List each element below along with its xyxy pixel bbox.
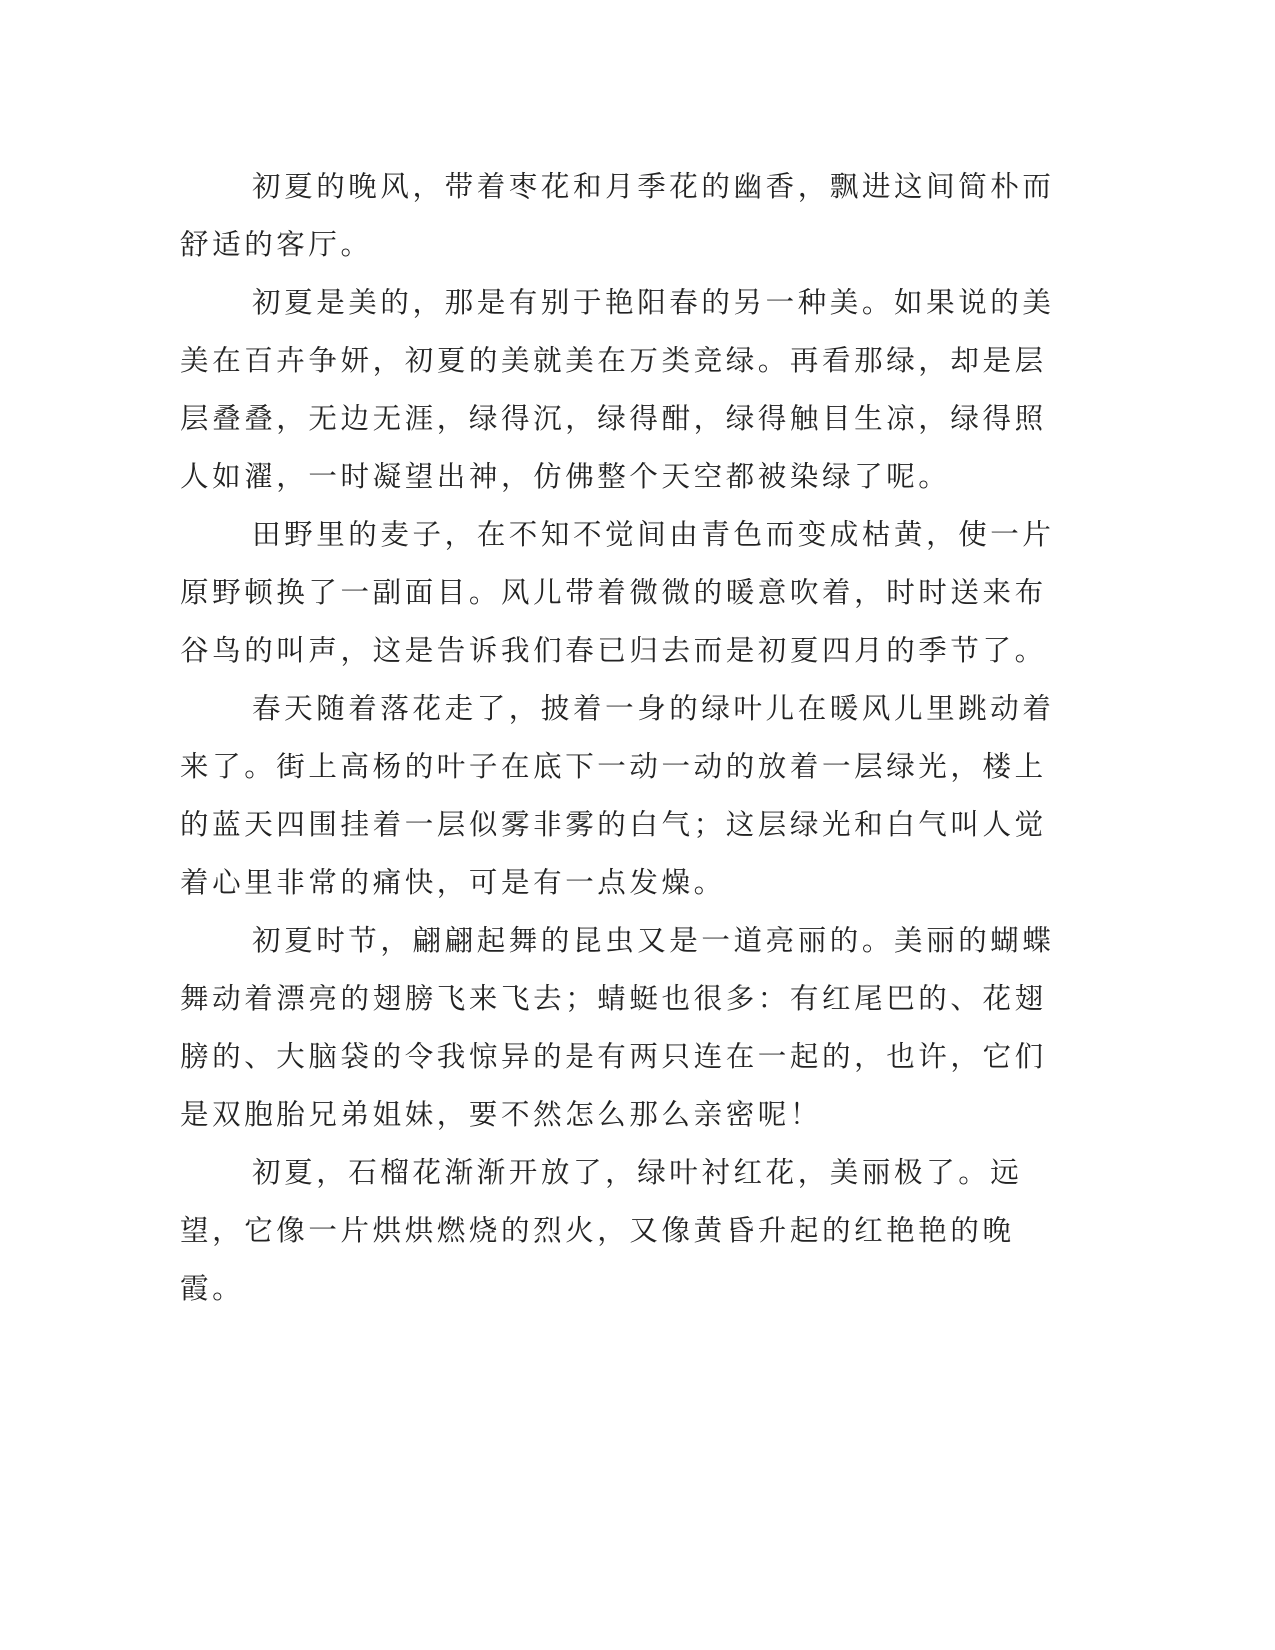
- essay-body: [180, 158, 1056, 1318]
- paragraph-2: 初夏是美的，那是有别于艳阳春的另一种美。如果说的美美在百卉争妍，初夏的美就美在万类竞绿。再看那绿，却是层层叠叠，无边无涯，绿得沉，绿得酣，绿得触目生凉，绿得照人如濯，一时凝望出神，仿佛整个天空都被染绿了呢。: [180, 286, 1055, 493]
- paragraph-3: 田野里的麦子，在不知不觉间由青色而变成枯黄，使一片原野顿换了一副面目。风儿带着微微的暖意吹着，时时送来布谷鸟的叫声，这是告诉我们春已归去而是初夏四月的季节了。: [180, 518, 1055, 667]
- paragraph-6: 初夏，石榴花渐渐开放了，绿叶衬红花，美丽极了。远望，它像一片烘烘燃烧的烈火，又像黄昏升起的红艳艳的晚霞。: [180, 1156, 1023, 1305]
- paragraph-4: 春天随着落花走了，披着一身的绿叶儿在暖风儿里跳动着来了。街上高杨的叶子在底下一动一动的放着一层绿光，楼上的蓝天四围挂着一层似雾非雾的白气；这层绿光和白气叫人觉着心里非常的痛快，可是有一点发燥。: [180, 692, 1055, 899]
- paragraph-1: 初夏的晚风，带着枣花和月季花的幽香，飘进这间简朴而舒适的客厅。: [180, 170, 1055, 261]
- paragraph-5: 初夏时节，翩翩起舞的昆虫又是一道亮丽的。美丽的蝴蝶舞动着漂亮的翅膀飞来飞去；蜻蜓也很多：有红尾巴的、花翅膀的、大脑袋的令我惊异的是有两只连在一起的，也许，它们是双胞胎兄弟姐妹，要不然怎么那么亲密呢！: [180, 924, 1055, 1131]
